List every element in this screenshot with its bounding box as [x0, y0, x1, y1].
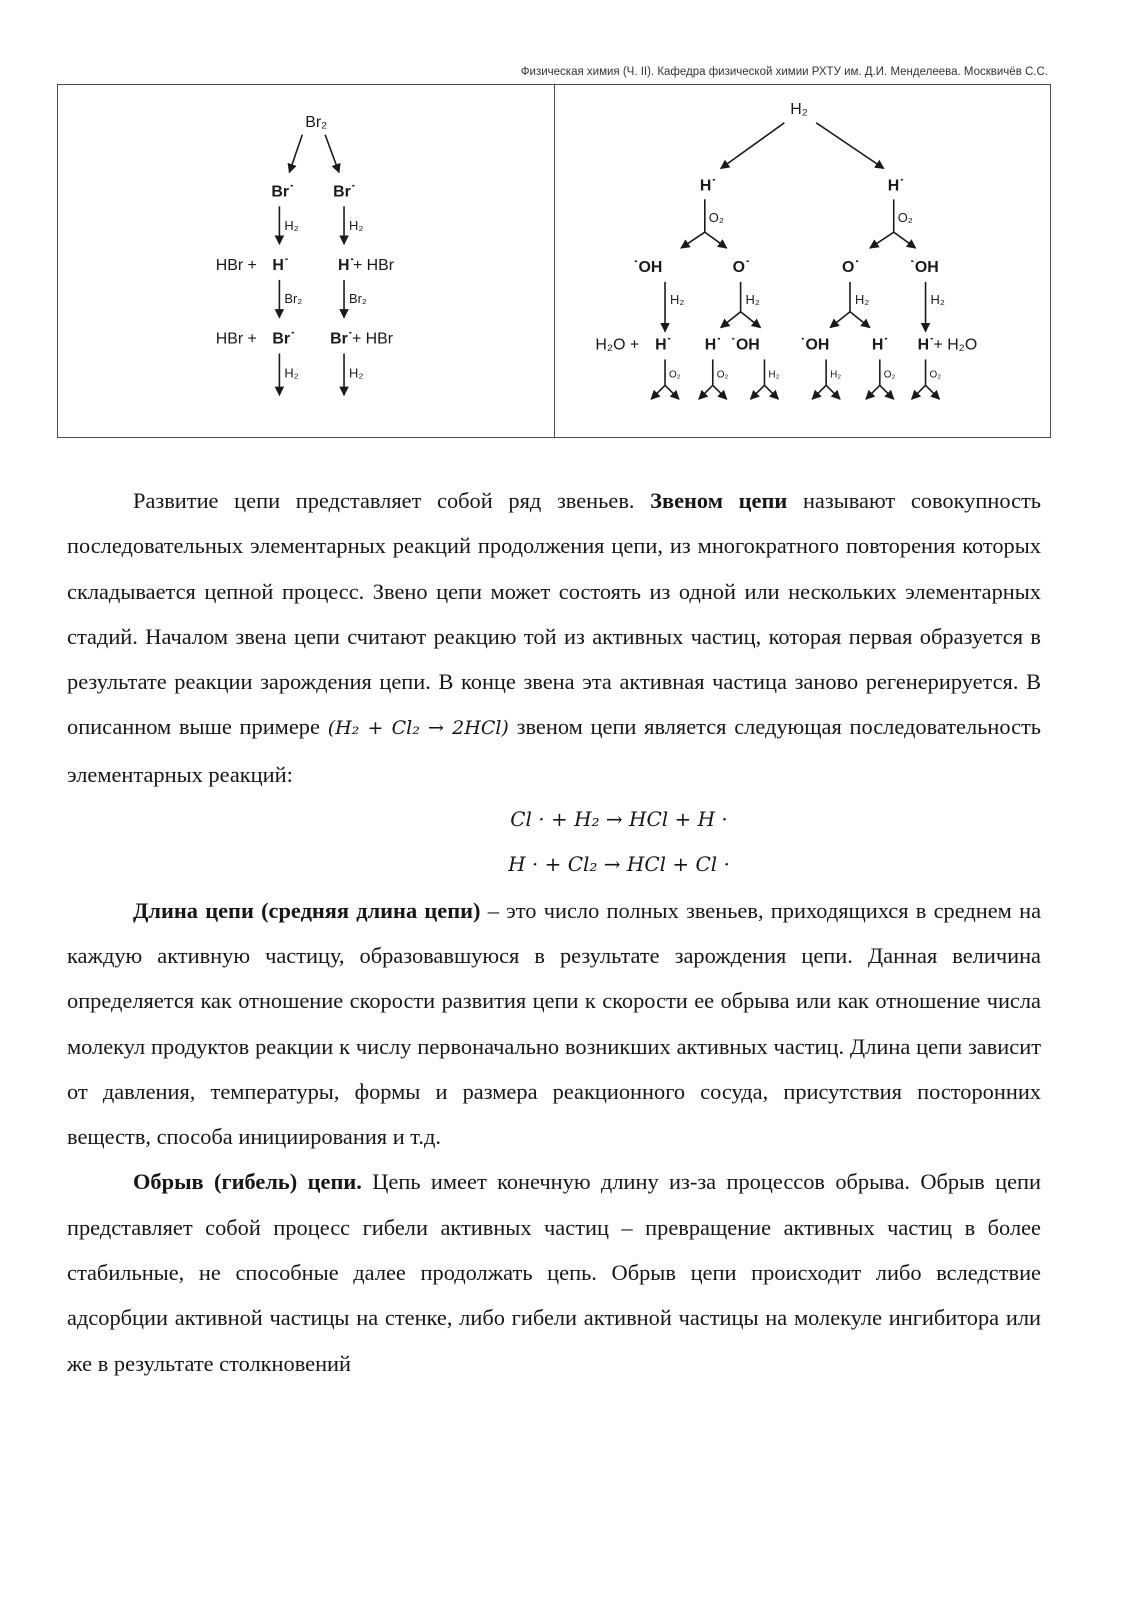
reagent-br2-right: Br₂	[349, 290, 367, 306]
reagent-o2: O₂	[668, 369, 681, 381]
oh-radical-1: ˙OH	[632, 258, 662, 276]
text-run: Развитие цепи представляет собой ряд звеньев.	[133, 488, 651, 513]
h2o-plus: H₂O +	[594, 336, 639, 354]
br-radical-left: Br˙	[271, 183, 295, 201]
plus-hbr-right: + HBr	[352, 256, 395, 274]
paragraph-chain-length	[67, 888, 1041, 1160]
reagent-h2: H₂	[854, 291, 869, 307]
reagent-br2-left: Br₂	[284, 290, 303, 306]
o-radical-2: O˙	[841, 258, 860, 276]
h-radical: H˙	[704, 336, 722, 354]
text-run: – это число полных звеньев, приходящихся в среднем на каждую активную частицу, образовавшуюся в результате зарождения цепи. Данная величина определяется как отношение скорости развития цепи к скорости ее обрыва или как отношение числа молекул продуктов реакции к числу первоначально возникших активных частиц. Длина цепи зависит от давления, температуры, формы и размера реакционного сосуда, присутствия посторонних веществ, способа инициирования и т.д.	[67, 897, 1042, 1150]
figure-table	[57, 84, 1051, 438]
text-run: Цепь имеет конечную длину из-за процессов обрыва. Обрыв цепи представляет собой процесс гибели активных частиц – превращение активных частиц в более стабильные, не способные далее продолжать цепь. Обрыв цепи происходит либо вследствие адсорбции активной частицы на стенке, либо гибели активной частицы на молекуле ингибитора или же в результате столкновений	[67, 1169, 1041, 1376]
branched-chain-svg	[555, 85, 1051, 437]
arrow	[816, 123, 884, 169]
oh-radical-2: ˙OH	[909, 258, 939, 276]
oh-radical: ˙OH	[730, 336, 760, 354]
hbr-plus-left-2: HBr +	[215, 330, 257, 348]
body-text	[67, 478, 1041, 1386]
hbr-plus-left: HBr +	[215, 256, 257, 274]
o-radical-1: O˙	[732, 258, 750, 276]
h-radical-right: H˙	[338, 256, 355, 274]
text-run: звеном цепи является следующая последовательность элементарных реакций:	[67, 714, 1042, 787]
br-radical-right: Br˙	[333, 183, 357, 201]
oh-radical: ˙OH	[799, 336, 829, 354]
unbranched-chain-diagram	[58, 85, 554, 437]
arrow	[893, 232, 915, 248]
paragraph-chain-link	[67, 478, 1041, 797]
arrow	[325, 135, 339, 173]
arrow	[289, 135, 302, 173]
reagent-h2: H₂	[669, 291, 684, 307]
plus-h2o: + H₂O	[933, 336, 977, 354]
equation-1: Cl · + H₂ → HCl + H ·	[510, 807, 728, 832]
br-radical-left-2: Br˙	[272, 330, 296, 348]
term-chain-length: Длина цепи (средняя длина цепи)	[133, 897, 481, 923]
br-radical-right-2: Br˙	[330, 330, 354, 348]
equation-2: H · + Cl₂ → HCl + Cl ·	[508, 852, 730, 877]
reagent-o2: O₂	[883, 369, 895, 381]
reagent-h2-left: H₂	[284, 218, 299, 234]
running-head: Физическая химия (Ч. II). Кафедра физической химии РХТУ им. Д.И. Менделеева. Москвичёв С.С.	[520, 66, 1048, 78]
reagent-o2: O₂	[929, 369, 941, 381]
arrow	[720, 312, 740, 328]
reagent-o2: O₂	[897, 210, 913, 226]
h-radical-right: H˙	[887, 177, 905, 195]
branched-chain-diagram	[554, 85, 1051, 437]
unbranched-chain-svg	[58, 85, 554, 437]
term-chain-termination: Обрыв (гибель) цепи.	[133, 1169, 362, 1195]
reagent-h2-right-2: H₂	[349, 365, 364, 381]
h-radical: H˙	[871, 336, 889, 354]
h-radical-left: H˙	[272, 256, 290, 274]
h-radical: H˙	[654, 336, 672, 354]
text-run: называют совокупность последовательных элементарных реакций продолжения цепи, из многократного повторения которых складывается цепной процесс. Звено цепи может состоять из одной или нескольких элементарных стадий. Началом звена цепи считают реакцию той из активных частиц, которая первая образуется в результате реакции зарождения цепи. В конце звена эта активная частица заново регенерируется. В описанном выше примере	[67, 488, 1042, 740]
arrow	[849, 312, 869, 328]
br2-top-label: Br₂	[305, 113, 328, 131]
reagent-h2: H₂	[930, 291, 945, 307]
reagent-h2: H₂	[767, 369, 779, 381]
arrow	[869, 232, 893, 248]
reagent-h2: H₂	[745, 291, 760, 307]
arrow	[830, 312, 850, 328]
h-radical: H˙	[917, 336, 934, 354]
reagent-h2-right: H₂	[349, 218, 364, 234]
term-chain-link: Звеном цепи	[650, 488, 788, 513]
arrow	[704, 232, 726, 248]
h-radical-left: H˙	[699, 177, 717, 195]
plus-hbr-right-2: + HBr	[351, 330, 394, 348]
fork-row	[651, 359, 939, 399]
arrow	[720, 123, 784, 169]
paragraph-chain-termination	[67, 1159, 1041, 1385]
reagent-o2: O₂	[708, 210, 724, 226]
arrow	[680, 232, 704, 248]
arrow	[740, 312, 760, 328]
reagent-h2: H₂	[829, 369, 841, 381]
h2-top-label: H₂	[789, 100, 808, 118]
inline-equation: (H₂ + Cl₂ → 2HCl)	[327, 717, 509, 740]
reagent-o2: O₂	[716, 369, 728, 381]
reagent-h2-left-2: H₂	[284, 365, 299, 381]
